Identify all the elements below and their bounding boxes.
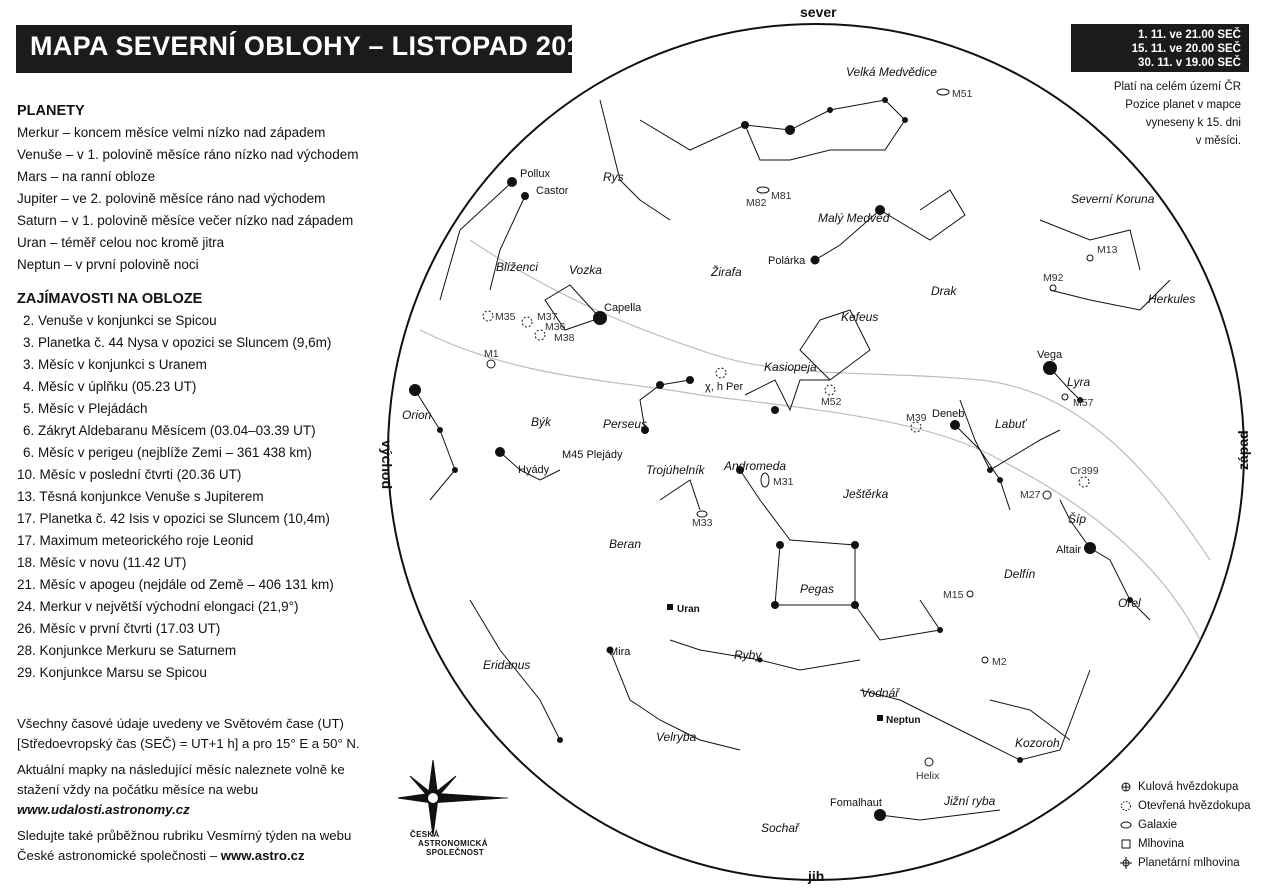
note-line: vyneseny k 15. dni — [1145, 117, 1241, 129]
star-label: Hyády — [518, 464, 550, 476]
star — [771, 406, 779, 414]
open-cluster-symbol — [825, 385, 835, 395]
legend-label: Planetární mlhovina — [1138, 857, 1240, 869]
footer-line: Všechny časové údaje uvedeny ve Světovém čase (UT) — [17, 716, 344, 731]
galaxy-symbol — [757, 187, 769, 193]
footer-line: Sledujte také průběžnou rubriku Vesmírný týden na webu — [17, 828, 352, 843]
star-fomalhaut — [874, 809, 886, 821]
gemini-lines — [490, 196, 525, 290]
const-label: Delfín — [1004, 567, 1036, 581]
uranus-label: Uran — [677, 604, 700, 615]
object-label: M52 — [821, 396, 842, 408]
const-label: Blíženci — [496, 260, 539, 274]
star — [851, 601, 859, 609]
capricornus-lines — [990, 700, 1070, 740]
lynx-lines — [600, 100, 670, 220]
time-line: 15. 11. ve 20.00 SEČ — [1131, 43, 1241, 55]
south-label: jih — [808, 868, 825, 884]
const-label: Andromeda — [724, 459, 787, 473]
object-label: Cr399 — [1070, 465, 1099, 477]
event-item: 3. Planetka č. 44 Nysa v opozici se Sluncem (9,6m) — [23, 335, 332, 350]
star — [771, 601, 779, 609]
planet-item: Saturn – v 1. polovině měsíce večer nízko nad západem — [17, 213, 354, 228]
event-item: 5. Měsíc v Plejádách — [23, 401, 148, 416]
event-item: 28. Konjunkce Merkuru se Saturnem — [17, 643, 237, 658]
globular-cluster-symbol — [967, 591, 973, 597]
const-label: Orion — [402, 408, 432, 422]
note-line: Platí na celém území ČR — [1113, 81, 1241, 93]
star-label: M45 Plejády — [562, 449, 623, 461]
event-item: 21. Měsíc v apogeu (nejdále od Země – 406 131 km) — [17, 577, 334, 592]
star — [1017, 757, 1023, 763]
planet-item: Uran – téměř celou noc kromě jitra — [17, 235, 225, 250]
star — [882, 97, 888, 103]
open-cluster-symbol — [483, 311, 493, 321]
footer-line: [Středoevropský čas (SEČ) = UT+1 h] a pro 15° E a 50° N. — [17, 736, 360, 751]
event-item: 24. Merkur v největší východní elongaci (21,9°) — [17, 599, 299, 614]
planet-item: Merkur – koncem měsíce velmi nízko nad západem — [17, 125, 326, 140]
const-label: Býk — [531, 415, 552, 429]
const-label: Ještěrka — [843, 487, 889, 501]
star-label: Mira — [609, 646, 631, 658]
east-label: východ — [379, 440, 395, 490]
note-line: Pozice planet v mapce — [1125, 99, 1241, 111]
star-aldebaran — [495, 447, 505, 457]
const-label: Žirafa — [711, 265, 742, 279]
const-label: Labuť — [995, 417, 1026, 431]
star — [785, 125, 795, 135]
const-label: Eridanus — [483, 658, 531, 672]
object-label: M37 — [537, 311, 558, 323]
legend-label: Mlhovina — [1138, 838, 1185, 850]
star-label: Altair — [1056, 544, 1082, 556]
planet-item: Mars – na ranní obloze — [17, 169, 156, 184]
globular-cluster-symbol — [982, 657, 988, 663]
events-url-link[interactable]: www.udalosti.astronomy.cz — [17, 802, 190, 817]
logo-line: SPOLEČNOST — [426, 848, 485, 857]
legend-row — [1120, 778, 1251, 797]
footer-line: stažení vždy na počátku měsíce na webu — [17, 782, 259, 797]
legend-row — [1120, 835, 1251, 854]
const-label: Lyra — [1067, 375, 1091, 389]
legend-label: Galaxie — [1138, 819, 1177, 831]
galaxy-symbol — [761, 473, 769, 487]
object-label: M2 — [992, 656, 1007, 668]
star — [452, 467, 458, 473]
event-item: 13. Těsná konjunkce Venuše s Jupiterem — [17, 489, 264, 504]
globular-cluster-icon — [1120, 781, 1132, 793]
planet-item: Neptun – v první polovině noci — [17, 257, 199, 272]
open-cluster-symbol — [535, 330, 545, 340]
star — [776, 541, 784, 549]
planets-heading: PLANETY — [17, 103, 85, 119]
star — [987, 467, 993, 473]
planet-item: Venuše – v 1. polovině měsíce ráno nízko nad východem — [17, 147, 359, 162]
footer-line: České astronomické společnosti – — [17, 848, 221, 863]
gemini-lines — [440, 182, 512, 300]
cygnus-lines — [960, 400, 1060, 470]
legend-label: Kulová hvězdokupa — [1138, 781, 1239, 793]
star — [741, 121, 749, 129]
note-line: v měsíci. — [1195, 135, 1241, 147]
const-label: Pegas — [800, 582, 835, 596]
map-legend — [1120, 778, 1251, 873]
galaxy-icon — [1120, 819, 1132, 831]
star — [686, 376, 694, 384]
logo-line: ASTRONOMICKÁ — [418, 839, 488, 848]
page-title: MAPA SEVERNÍ OBLOHY – LISTOPAD 2017 — [30, 31, 598, 61]
const-label: Velryba — [656, 730, 697, 744]
cygnus-lines — [955, 425, 1010, 510]
star — [997, 477, 1003, 483]
object-label: M13 — [1097, 244, 1118, 256]
footer-line: Aktuální mapky na následující měsíc naleznete volně ke — [17, 762, 345, 777]
open-cluster-icon — [1120, 800, 1132, 812]
const-label: Rys — [603, 170, 624, 184]
planetary-nebula-symbol — [925, 758, 933, 766]
event-item: 4. Měsíc v úplňku (05.23 UT) — [23, 379, 197, 394]
planet-item: Jupiter – ve 2. polovině měsíce ráno nad východem — [17, 191, 326, 206]
event-item: 17. Maximum meteorického roje Leonid — [17, 533, 254, 548]
const-label: Jižní ryba — [944, 794, 996, 808]
star-castor — [521, 192, 529, 200]
event-item: 29. Konjunkce Marsu se Spicou — [17, 665, 207, 680]
logo-line: ČESKÁ — [410, 830, 440, 839]
neptune-label: Neptun — [886, 715, 921, 726]
const-label: Orel — [1118, 596, 1141, 610]
star-label: Capella — [604, 302, 642, 314]
object-label: M38 — [554, 332, 575, 344]
time-line: 1. 11. ve 21.00 SEČ — [1138, 29, 1241, 41]
event-item: 6. Zákryt Aldebaranu Měsícem (03.04–03.39 UT) — [23, 423, 316, 438]
planetary-nebula-symbol — [1062, 394, 1068, 400]
orion-lines — [415, 390, 455, 500]
star-pollux — [507, 177, 517, 187]
star-altair — [1084, 542, 1096, 554]
ursa-minor-lines — [880, 190, 965, 240]
const-label: Sochař — [761, 821, 800, 835]
north-label: sever — [800, 4, 837, 20]
star-betelgeuse — [409, 384, 421, 396]
globular-cluster-symbol — [1087, 255, 1093, 261]
open-cluster-symbol — [716, 368, 726, 378]
piscis-austrinus-lines — [880, 810, 1000, 820]
object-label: M36 — [545, 321, 566, 333]
pisces-lines — [670, 640, 860, 670]
star-label: Vega — [1037, 349, 1063, 361]
andromeda-lines — [740, 470, 855, 545]
planetary-nebula-symbol — [487, 360, 495, 368]
hercules-lines — [1040, 220, 1140, 270]
planetary-nebula-icon — [1120, 857, 1132, 869]
object-label: M92 — [1043, 272, 1064, 284]
const-label: Trojúhelník — [646, 463, 705, 477]
event-item: 18. Měsíc v novu (11.42 UT) — [17, 555, 187, 570]
star — [827, 107, 833, 113]
astro-url-link[interactable]: www.astro.cz — [220, 848, 305, 863]
globular-cluster-symbol — [1050, 285, 1056, 291]
legend-label: Otevřená hvězdokupa — [1138, 800, 1251, 812]
object-label: M51 — [952, 88, 973, 100]
const-label: Herkules — [1148, 292, 1196, 306]
planetary-nebula-symbol — [1043, 491, 1051, 499]
events-heading: ZAJÍMAVOSTI NA OBLOZE — [17, 291, 203, 307]
west-label: západ — [1235, 430, 1251, 470]
star — [656, 381, 664, 389]
star-label: Pollux — [520, 168, 550, 180]
object-label: M82 — [746, 197, 767, 209]
object-label: M31 — [773, 476, 794, 488]
const-label: Malý Medvěd — [818, 211, 890, 225]
object-label: Helix — [916, 770, 940, 782]
star-vega — [1043, 361, 1057, 375]
object-label: M57 — [1073, 397, 1094, 409]
object-label: M1 — [484, 348, 499, 360]
star — [557, 737, 563, 743]
object-label: M27 — [1020, 489, 1041, 501]
event-item: 2. Venuše v konjunkci se Spicou — [23, 313, 217, 328]
star — [937, 627, 943, 633]
legend-row — [1120, 816, 1251, 835]
galaxy-symbol — [937, 89, 949, 95]
const-label: Šíp — [1068, 512, 1087, 526]
ursa-major-lines — [745, 120, 905, 160]
const-label: Vozka — [569, 263, 602, 277]
object-label: M15 — [943, 589, 964, 601]
open-cluster-symbol — [1079, 477, 1089, 487]
event-item: 3. Měsíc v konjunkci s Uranem — [23, 357, 207, 372]
star-label: χ, h Per — [705, 381, 744, 393]
const-label: Ryby — [734, 648, 762, 662]
star-label: Polárka — [768, 255, 806, 267]
star — [851, 541, 859, 549]
const-label: Drak — [931, 284, 957, 298]
object-label: M35 — [495, 311, 516, 323]
object-label: M33 — [692, 517, 713, 529]
legend-row — [1120, 854, 1251, 873]
triangulum-lines — [660, 480, 700, 510]
legend-row — [1120, 797, 1251, 816]
nebula-icon — [1120, 838, 1132, 850]
event-item: 6. Měsíc v perigeu (nejblíže Zemi – 361 438 km) — [23, 445, 312, 460]
const-label: Kozoroh — [1015, 736, 1060, 750]
star-label: Castor — [536, 185, 569, 197]
uranus-marker — [667, 604, 673, 610]
star — [437, 427, 443, 433]
const-label: Vodnář — [861, 686, 900, 700]
time-line: 30. 11. v 19.00 SEČ — [1138, 57, 1241, 69]
object-label: M39 — [906, 412, 927, 424]
cassiopeia-lines — [745, 380, 830, 410]
event-item: 26. Měsíc v první čtvrti (17.03 UT) — [17, 621, 221, 636]
const-label: Kasiopeja — [764, 360, 817, 374]
pegasus-square — [775, 545, 855, 605]
star-label: Fomalhaut — [830, 797, 882, 809]
ursa-major-lines — [640, 100, 905, 150]
const-label: Kefeus — [841, 310, 879, 324]
star-polaris — [811, 256, 820, 265]
const-label: Severní Koruna — [1071, 192, 1155, 206]
const-label: Beran — [609, 537, 642, 551]
object-label: M81 — [771, 190, 792, 202]
star-deneb — [950, 420, 960, 430]
const-label: Velká Medvědice — [846, 65, 937, 79]
event-item: 10. Měsíc v poslední čtvrti (20.36 UT) — [17, 467, 242, 482]
horizon-circle — [388, 24, 1244, 880]
star — [902, 117, 908, 123]
star-label: Deneb — [932, 408, 965, 420]
pegasus-lines — [855, 600, 940, 640]
event-item: 17. Planetka č. 42 Isis v opozici se Sluncem (10,4m) — [17, 511, 330, 526]
neptune-marker — [877, 715, 883, 721]
open-cluster-symbol — [522, 317, 532, 327]
const-label: Perseus — [603, 417, 648, 431]
